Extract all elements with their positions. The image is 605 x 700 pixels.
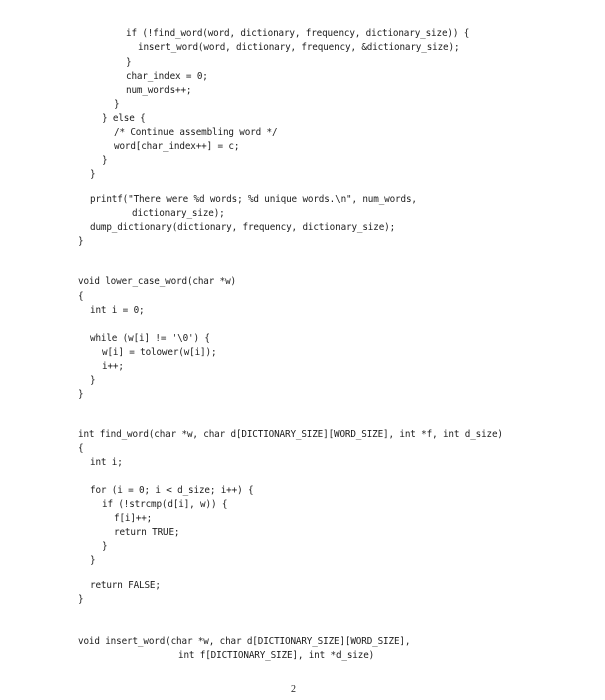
code-line: int i; bbox=[90, 457, 123, 468]
code-line: printf("There were %d words; %d unique words.\n", num_words, bbox=[90, 194, 417, 205]
code-line: { bbox=[78, 443, 84, 454]
code-line: } bbox=[114, 99, 120, 110]
code-line: } bbox=[126, 57, 132, 68]
code-line: if (!strcmp(d[i], w)) { bbox=[102, 499, 228, 510]
code-line: { bbox=[78, 291, 84, 302]
code-line: for (i = 0; i < d_size; i++) { bbox=[90, 485, 254, 496]
page-number: 2 bbox=[291, 684, 296, 695]
code-line: void lower_case_word(char *w) bbox=[78, 276, 236, 287]
code-line: } bbox=[102, 155, 108, 166]
code-line: } bbox=[90, 555, 96, 566]
code-line: i++; bbox=[102, 361, 124, 372]
code-line: return TRUE; bbox=[114, 527, 180, 538]
code-line: if (!find_word(word, dictionary, frequency, dictionary_size)) { bbox=[126, 28, 470, 39]
code-line: w[i] = tolower(w[i]); bbox=[102, 347, 217, 358]
code-line: } bbox=[90, 375, 96, 386]
code-line: int find_word(char *w, char d[DICTIONARY_SIZE][WORD_SIZE], int *f, int d_size) bbox=[78, 429, 503, 440]
code-line: while (w[i] != '\0') { bbox=[90, 333, 210, 344]
code-line: int f[DICTIONARY_SIZE], int *d_size) bbox=[178, 650, 375, 661]
code-line: char_index = 0; bbox=[126, 71, 208, 82]
code-line: dump_dictionary(dictionary, frequency, dictionary_size); bbox=[90, 222, 396, 233]
code-line: } bbox=[78, 389, 84, 400]
code-line: insert_word(word, dictionary, frequency, &dictionary_size); bbox=[138, 42, 460, 53]
code-line: } else { bbox=[102, 113, 146, 124]
code-line: word[char_index++] = c; bbox=[114, 141, 240, 152]
code-line: } bbox=[78, 594, 84, 605]
code-line: /* Continue assembling word */ bbox=[114, 127, 278, 138]
code-line: num_words++; bbox=[126, 85, 192, 96]
code-line: return FALSE; bbox=[90, 580, 161, 591]
code-line: dictionary_size); bbox=[132, 208, 225, 219]
code-line: } bbox=[78, 236, 84, 247]
code-line: void insert_word(char *w, char d[DICTIONARY_SIZE][WORD_SIZE], bbox=[78, 636, 411, 647]
code-line: int i = 0; bbox=[90, 305, 145, 316]
code-line: } bbox=[102, 541, 108, 552]
code-line: f[i]++; bbox=[114, 513, 153, 524]
code-line: } bbox=[90, 169, 96, 180]
